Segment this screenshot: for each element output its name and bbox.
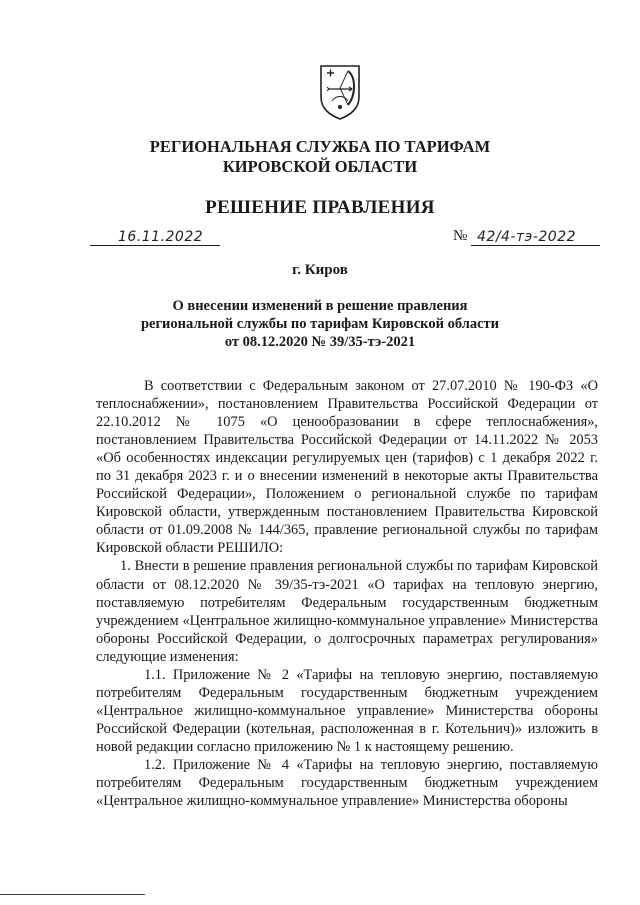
subject-line3: от 08.12.2020 № 39/35-тэ-2021: [224, 334, 416, 350]
preamble-paragraph: В соответствии с Федеральным законом от 27.07.2010 № 190-ФЗ «О теплоснабжении», постановлением Правительства Российской Федерации от 22.10.2012 № 1075 «О ценообразовании в сфере теплоснабжения», постановлением Правительства Российской Федерации от 14.11.2022 № 2053 «Об особенностях индексации регулируемых цен (тарифов) с 1 декабря 2022 г. по 31 декабря 2023 г. и о внесении изменений в некоторые акты Правительства Российской Федерации», Положением о региональной службе по тарифам Кировской области, утвержденным постановлением Правительства Кировской области от 01.09.2008 № 144/365, правление региональной службы по тарифам Кировской области РЕШИЛО:: [96, 378, 598, 557]
city-name: г. Киров: [292, 262, 348, 278]
footer-rule: [0, 894, 145, 895]
item-1-2-paragraph: 1.2. Приложение № 4 «Тарифы на тепловую энергию, поставляемую потребителям Федеральным государственным бюджетным учреждением «Центральное жилищно-коммунальное управление» Министерства обороны: [96, 756, 598, 810]
number-sign: №: [453, 228, 468, 244]
subject-line1: О внесении изменений в решение правления: [172, 298, 468, 314]
item-1-paragraph: 1. Внести в решение правления региональной службы по тарифам Кировской области от 08.12.2020 № 39/35-тэ-2021 «О тарифах на тепловую энергию, поставляемую потребителям Федеральным государственным бюджетным учреждением «Центральное жилищно-коммунальное управление» Министерства обороны Российской Федерации, о долгосрочных параметрах регулирования» следующие изменения:: [96, 558, 598, 665]
organization-name-line1: РЕГИОНАЛЬНАЯ СЛУЖБА ПО ТАРИФАМ: [149, 137, 491, 156]
date-field: [90, 228, 220, 246]
handwritten-date: 16.11.2022: [118, 229, 204, 245]
document-title: РЕШЕНИЕ ПРАВЛЕНИЯ: [205, 197, 435, 218]
date-underline: [90, 245, 220, 246]
item-1-1-paragraph: 1.1. Приложение № 2 «Тарифы на тепловую энергию, поставляемую потребителям Федеральным государственным бюджетным учреждением «Центральное жилищно-коммунальное управление» Министерства обороны Российской Федерации (котельная, расположенная в г. Котельнич)» изложить в новой редакции согласно приложению № 1 к настоящему решению.: [96, 666, 598, 755]
organization-name-line2: КИРОВСКОЙ ОБЛАСТИ: [222, 157, 418, 176]
subject-line2: региональной службы по тарифам Кировской области: [140, 316, 500, 332]
decision-body: [96, 377, 598, 810]
number-field: [453, 228, 600, 246]
handwritten-number: 42/4-тэ-2022: [477, 229, 577, 245]
number-underline: [471, 245, 600, 246]
coat-of-arms-icon: [318, 63, 362, 121]
